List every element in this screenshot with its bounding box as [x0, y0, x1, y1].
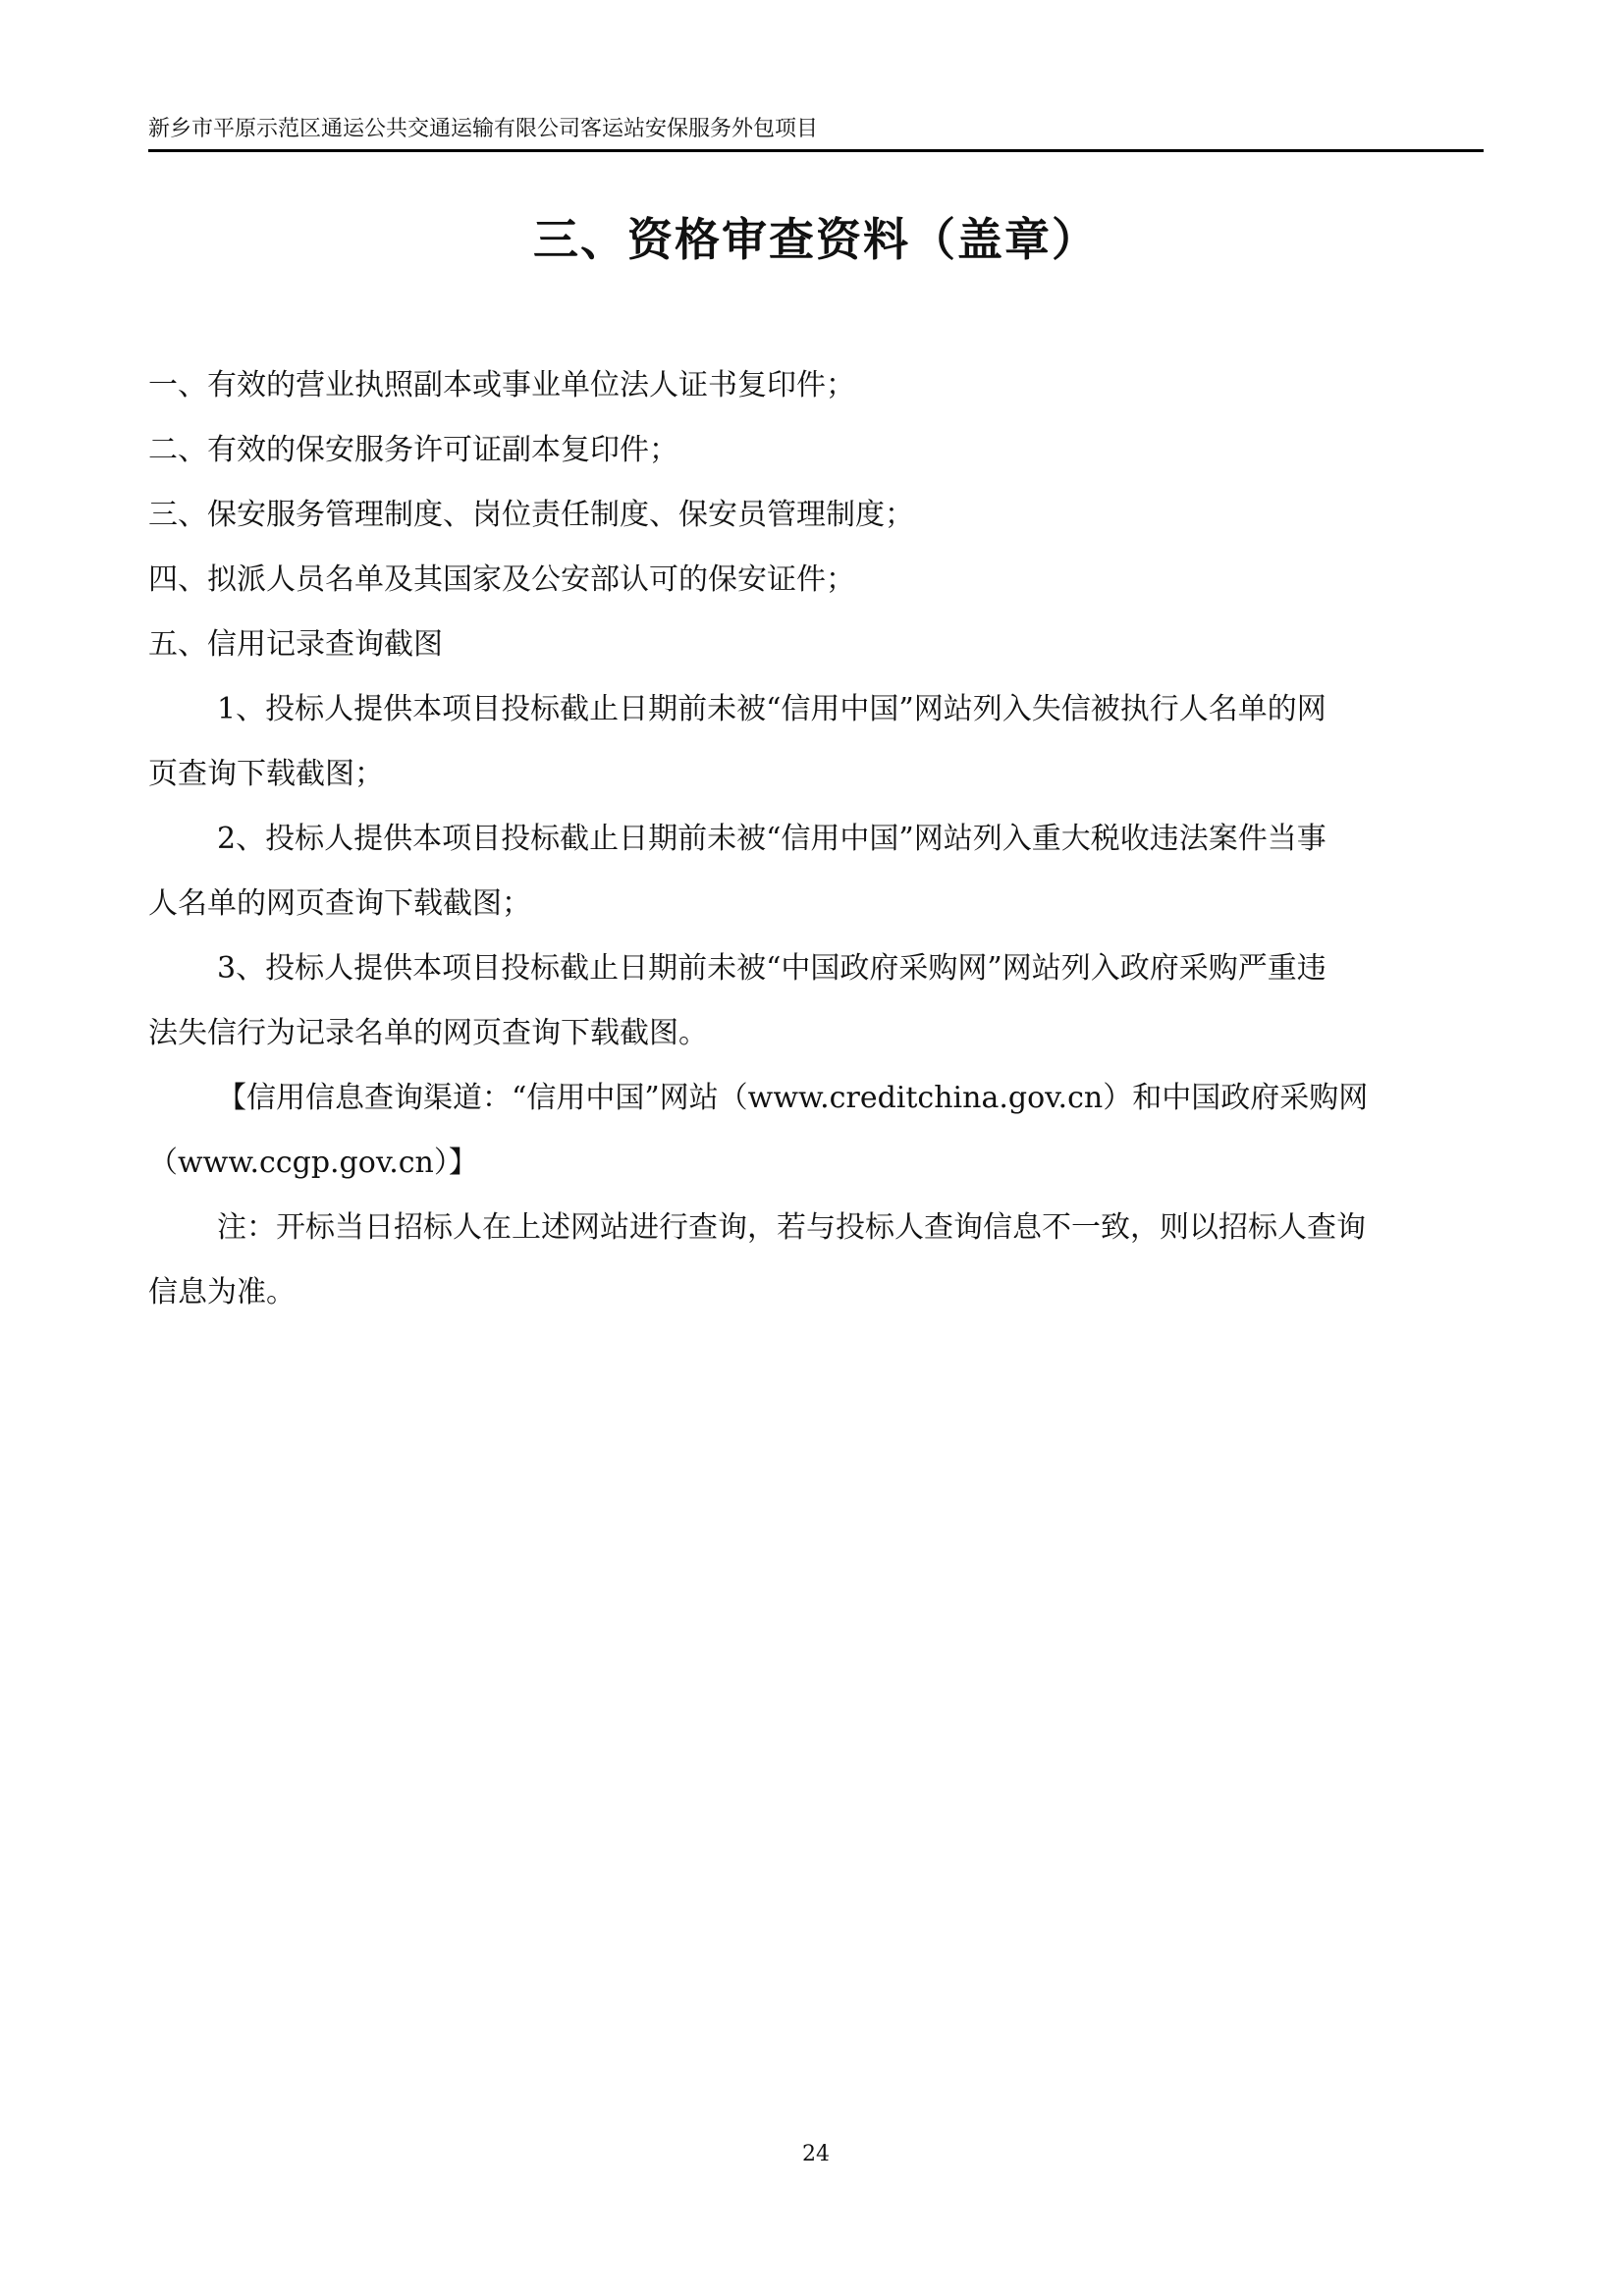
credit-item-2: 2、投标人提供本项目投标截止日期前未被“信用中国”网站列入重大税收违法案件当事: [217, 822, 1326, 856]
query-channel: 【信用信息查询渠道：“信用中国”网站（www.creditchina.gov.cn）和中国政府采购网: [217, 1081, 1369, 1115]
list-item: 五、信用记录查询截图: [148, 627, 443, 662]
page-number: 24: [802, 2142, 830, 2166]
note: 注：开标当日招标人在上述网站进行查询，若与投标人查询信息不一致，则以招标人查询: [217, 1210, 1366, 1245]
credit-item-1-cont: 页查询下载截图；: [148, 757, 384, 791]
query-channel-cont: （www.ccgp.gov.cn）】: [148, 1146, 478, 1180]
credit-item-2-cont: 人名单的网页查询下载截图；: [148, 886, 531, 921]
page-header: 新乡市平原示范区通运公共交通运输有限公司客运站安保服务外包项目: [148, 117, 819, 141]
list-item: 二、有效的保安服务许可证副本复印件；: [148, 433, 678, 467]
credit-item-3: 3、投标人提供本项目投标截止日期前未被“中国政府采购网”网站列入政府采购严重违: [217, 951, 1326, 986]
list-item: 四、拟派人员名单及其国家及公安部认可的保安证件；: [148, 562, 855, 597]
list-item: 三、保安服务管理制度、岗位责任制度、保安员管理制度；: [148, 498, 914, 532]
credit-item-1: 1、投标人提供本项目投标截止日期前未被“信用中国”网站列入失信被执行人名单的网: [217, 692, 1326, 726]
list-item: 一、有效的营业执照副本或事业单位法人证书复印件；: [148, 368, 855, 402]
document-body: [148, 353, 1484, 1325]
header-rule: [148, 149, 1484, 152]
note-cont: 信息为准。: [148, 1275, 296, 1309]
credit-item-3-cont: 法失信行为记录名单的网页查询下载截图。: [148, 1016, 708, 1050]
page-title: 三、资格审查资料（盖章）: [533, 213, 1099, 266]
